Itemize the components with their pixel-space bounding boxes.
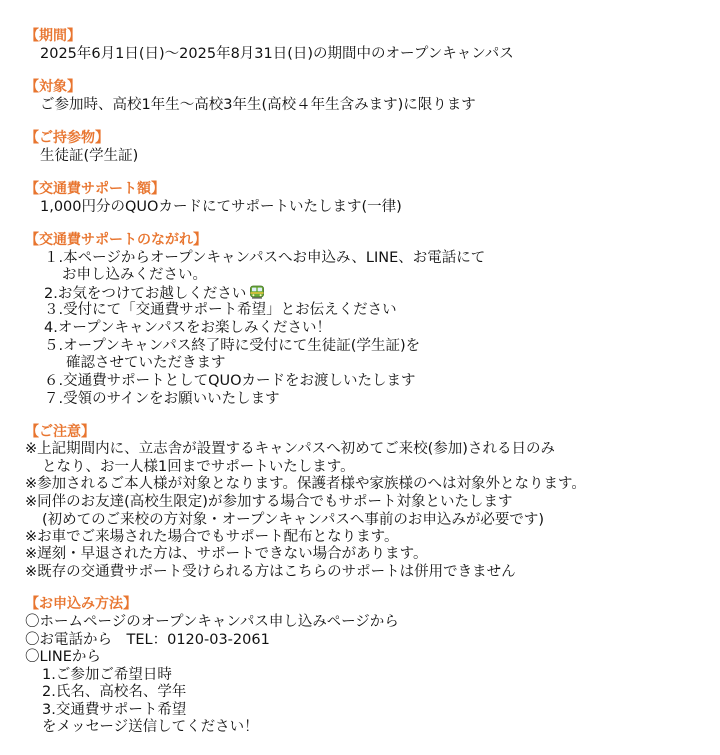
note-line: ※既存の交通費サポート受けられる方はこちらのサポートは併用できません [25, 564, 516, 580]
support-amount-heading: 【交通費サポート額】 [25, 181, 165, 197]
apply-line: 〇ホームページのオープンキャンパス申し込みページから [25, 614, 399, 630]
notes-heading: 【ご注意】 [25, 424, 95, 440]
flow-step: 確認させていただきます [66, 355, 226, 371]
flow-step-text: 2.お気をつけてお越しください [44, 286, 247, 302]
apply-step: 2.氏名、高校名、学年 [42, 684, 187, 700]
belongings-text: 生徒証(学生証) [40, 148, 139, 164]
apply-line: 〇LINEから [25, 649, 101, 665]
apply-step: 1.ご参加ご希望日時 [42, 667, 172, 683]
flow-step: 4.オープンキャンパスをお楽しみください！ [44, 320, 332, 336]
flow-heading: 【交通費サポートのながれ】 [25, 232, 207, 248]
apply-phone-line: 〇お電話から TEL：0120-03-2061 [25, 632, 270, 648]
flow-step: ７.受領のサインをお願いいたします [44, 391, 280, 407]
apply-line: をメッセージ送信してください！ [42, 719, 259, 735]
note-line: ※参加されるご本人様が対象となります。保護者様や家族様のへは対象外となります。 [25, 476, 586, 492]
apply-heading: 【お申込み方法】 [25, 596, 137, 612]
note-line: ※遅刻・早退された方は、サポートできない場合があります。 [25, 546, 428, 562]
flow-step: ３.受付にて「交通費サポート希望」とお伝えください [44, 302, 397, 318]
flow-step: ５.オープンキャンパス終了時に受付にて生徒証(学生証)を [44, 338, 421, 354]
note-line: ※上記期間内に、立志舎が設置するキャンパスへ初めてご来校(参加)される日のみ [25, 441, 555, 457]
period-heading: 【期間】 [25, 28, 81, 44]
flow-step: １.本ページからオープンキャンパスへお申込み、LINE、お電話にて [44, 250, 486, 266]
flow-step: ６.交通費サポートとしてQUOカードをお渡しいたします [44, 373, 416, 389]
note-line: となり、お一人様1回までサポートいたします。 [42, 459, 355, 475]
target-text: ご参加時、高校1年生〜高校3年生(高校４年生含みます)に限ります [40, 97, 476, 113]
note-line: (初めてのご来校の方対象・オープンキャンパスへ事前のお申込みが必要です) [42, 512, 544, 528]
flow-step: お申し込みください。 [62, 267, 207, 283]
period-text: 2025年6月1日(日)〜2025年8月31日(日)の期間中のオープンキャンパス [40, 46, 514, 62]
note-line: ※お車でご来場された場合でもサポート配布となります。 [25, 529, 399, 545]
note-line: ※同伴のお友達(高校生限定)が参加する場合でもサポート対象といたします [25, 494, 513, 510]
train-icon [249, 285, 265, 300]
target-heading: 【対象】 [25, 79, 81, 95]
apply-step: 3.交通費サポート希望 [42, 702, 187, 718]
belongings-heading: 【ご持参物】 [25, 130, 109, 146]
support-amount-text: 1,000円分のQUOカードにてサポートいたします(一律) [40, 199, 402, 215]
flow-step-2 [44, 285, 265, 303]
